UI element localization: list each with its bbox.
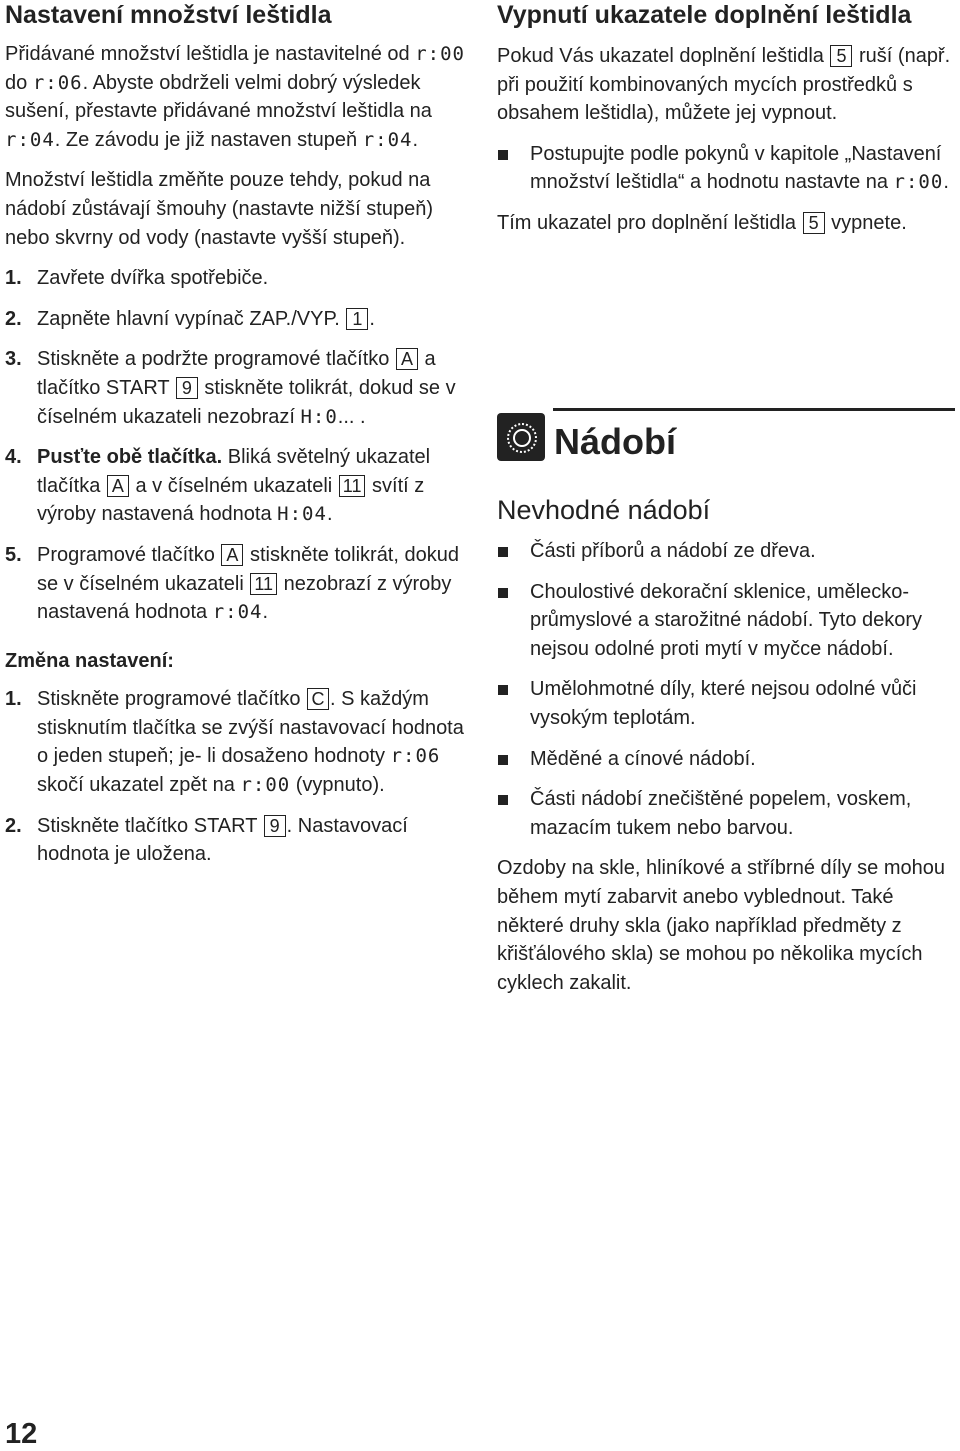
rinse-aid-setting-title: Nastavení množství leštidla (5, 1, 332, 29)
dishes-section-header (497, 408, 955, 468)
change-note-paragraph: Množství leštidla změňte pouze tehdy, pokud na nádobí zůstávají šmouhy (nastavte nižší stupeň) nebo skvrny od vody (nastavte vyšší stupeň). (5, 169, 434, 249)
steps-list (5, 264, 467, 627)
step-4: 4. Pusťte obě tlačítka. Bliká světelný ukazatel tlačítka A a v číselném ukazateli 11 svítí z výroby nastavená hodnota H:04. (5, 446, 431, 526)
dishes-icon (497, 413, 545, 461)
section-title: Nádobí (554, 421, 676, 462)
list-item: Části příborů a nádobí ze dřeva. (497, 537, 955, 566)
list-item: Měděné a cínové nádobí. (497, 745, 955, 774)
list-item: Umělohmotné díly, které nejsou odolné vůči vysokým teplotám. (497, 675, 955, 732)
list-item: Choulostivé dekorační sklenice, umělecko-průmyslové a starožitné nádobí. Tyto dekory nejsou odolné proti mytí v myčce nádobí. (497, 578, 955, 664)
unsuitable-dishes-title: Nevhodné nádobí (497, 495, 711, 525)
step-1: 1. Zavřete dvířka spotřebiče. (5, 267, 269, 290)
right-column (497, 0, 955, 238)
unsuitable-dishes-list (497, 537, 955, 842)
change-steps-list (5, 685, 467, 869)
decoration-note-paragraph: Ozdoby na skle, hliníkové a stříbrné díly se mohou během mytí zabarvit anebo vyblednout. Také některé druhy skla (jako například předměty z křišťálového skla) se mohou po několika mycích cyklech zakalit. (497, 857, 946, 994)
list-item: Postupujte podle pokynů v kapitole „Nastavení množství leštidla“ a hodnotu nastavte na r:00. (497, 140, 955, 197)
page-number: 12 (5, 1418, 38, 1450)
left-column (5, 0, 467, 869)
unsuitable-dishes-block (497, 495, 955, 997)
refill-indicator-paragraph: Pokud Vás ukazatel doplnění leštidla 5 ruší (např. při použití kombinovaných mycích prostředků s obsahem leštidla), můžete jej vypnout. (497, 45, 951, 125)
change-setting-heading: Změna nastavení: (5, 649, 174, 672)
indicator-off-paragraph: Tím ukazatel pro doplnění leštidla 5 vypnete. (497, 211, 907, 234)
step-5: 5. Programové tlačítko A stiskněte tolikrát, dokud se v číselném ukazateli 11 nezobrazí z výroby nastavená hodnota r:04. (5, 543, 459, 624)
refill-bullets (497, 140, 955, 197)
list-item: Části nádobí znečištěné popelem, voskem, mazacím tukem nebo barvou. (497, 785, 955, 842)
change-step-2: 2. Stiskněte tlačítko START 9 . Nastavovací hodnota je uložena. (5, 814, 408, 866)
change-step-1: 1. Stiskněte programové tlačítko C . S každým stisknutím tlačítka se zvýší nastavovací hodnota o jeden stupeň; je- li dosaženo hodnoty r:06 skočí ukazatel zpět na r:00 (vypnuto). (5, 688, 464, 797)
section-divider (553, 408, 955, 411)
refill-indicator-title: Vypnutí ukazatele doplnění leštidla (497, 1, 912, 29)
intro-paragraph: Přidávané množství leštidla je nastavitelné od r:00 do r:06. Abyste obdrželi velmi dobrý výsledek sušení, přestavte přidávané množství leštidla na r:04. Ze závodu je již nastaven stupeň r:04. (5, 43, 465, 151)
step-3: 3. Stiskněte a podržte programové tlačítko A a tlačítko START 9 stiskněte tolikrát, dokud se v číselném ukazateli nezobrazí H:0... . (5, 348, 456, 428)
step-2: 2. Zapněte hlavní vypínač ZAP./VYP. 1 . (5, 307, 375, 330)
